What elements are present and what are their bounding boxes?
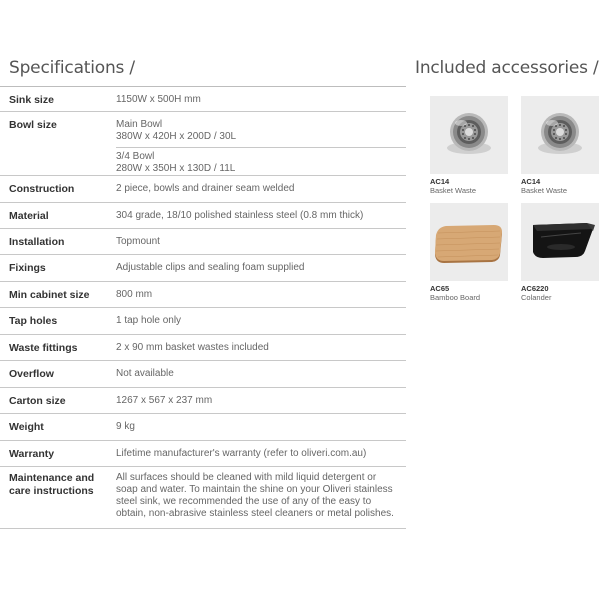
spec-row-sink-size xyxy=(0,87,406,112)
bowl-three-quarter-dims: 280W x 350H x 130D / 11L xyxy=(116,163,236,174)
bamboo-board-icon xyxy=(430,203,508,281)
spec-row-min-cabinet-size xyxy=(0,282,406,308)
spec-row-bowl-size xyxy=(0,112,406,176)
spec-row-material xyxy=(0,203,406,229)
spec-value: 2 x 90 mm basket wastes included xyxy=(116,342,269,353)
bowl-main-title: Main Bowl xyxy=(116,119,163,130)
spec-row-fixings xyxy=(0,255,406,282)
spec-label: Warranty xyxy=(9,448,55,460)
spec-row-maintenance xyxy=(0,467,406,529)
spec-label: Maintenance and care instructions xyxy=(9,472,95,497)
spec-value: Not available xyxy=(116,368,174,379)
spec-label: Overflow xyxy=(9,368,54,380)
spec-label: Waste fittings xyxy=(9,342,78,354)
spec-label: Fixings xyxy=(9,262,46,274)
spec-row-construction xyxy=(0,176,406,203)
spec-row-installation xyxy=(0,229,406,255)
accessory-item xyxy=(430,96,508,195)
spec-value: 1 tap hole only xyxy=(116,315,182,326)
accessory-name: Basket Waste xyxy=(521,186,567,195)
spec-label: Weight xyxy=(9,421,44,433)
spec-value: All surfaces should be cleaned with mild liquid detergent or soap and water. To maintain the shine on your Oliveri stainless steel sink, we recommended the use of any of the easy to obtain, non-abrasive stainless steel cleaners or metal polishes. xyxy=(116,472,394,519)
spec-value: Lifetime manufacturer's warranty (refer to oliveri.com.au) xyxy=(116,448,367,459)
accessory-code: AC14 xyxy=(430,177,450,186)
accessory-name: Colander xyxy=(521,293,552,302)
spec-label: Installation xyxy=(9,236,65,248)
specifications-heading: Specifications / xyxy=(9,58,135,78)
spec-label: Tap holes xyxy=(9,315,58,327)
bowl-main xyxy=(116,119,406,148)
spec-value: Topmount xyxy=(116,236,160,247)
accessory-code: AC14 xyxy=(521,177,541,186)
accessory-item xyxy=(430,203,508,302)
spec-label: Carton size xyxy=(9,395,66,407)
accessory-name: Basket Waste xyxy=(430,186,476,195)
spec-row-tap-holes xyxy=(0,308,406,335)
spec-value: 1150W x 500H mm xyxy=(116,94,201,105)
spec-row-overflow xyxy=(0,361,406,388)
spec-label: Sink size xyxy=(9,94,54,106)
spec-value: 304 grade, 18/10 polished stainless steel (0.8 mm thick) xyxy=(116,210,364,221)
specifications-table xyxy=(0,86,406,529)
accessory-code: AC65 xyxy=(430,284,450,293)
spec-label: Min cabinet size xyxy=(9,289,90,301)
accessory-item xyxy=(521,96,599,195)
spec-value: Adjustable clips and sealing foam supplied xyxy=(116,262,305,273)
bowl-three-quarter xyxy=(116,148,406,179)
spec-row-waste-fittings xyxy=(0,335,406,361)
spec-row-weight xyxy=(0,414,406,441)
spec-value: 2 piece, bowls and drainer seam welded xyxy=(116,183,295,194)
bowl-three-quarter-title: 3/4 Bowl xyxy=(116,151,155,162)
accessory-code: AC6220 xyxy=(521,284,549,293)
basket-waste-icon xyxy=(521,96,599,174)
spec-label: Construction xyxy=(9,183,75,195)
spec-label: Material xyxy=(9,210,49,222)
spec-label: Bowl size xyxy=(9,119,57,131)
spec-value: 1267 x 567 x 237 mm xyxy=(116,395,213,406)
accessories-heading: Included accessories / xyxy=(415,58,599,78)
colander-icon xyxy=(521,203,599,281)
accessory-name: Bamboo Board xyxy=(430,293,481,302)
spec-value xyxy=(116,116,406,175)
spec-value: 9 kg xyxy=(116,421,135,432)
accessory-item xyxy=(521,203,599,302)
spec-row-carton-size xyxy=(0,388,406,414)
spec-value: 800 mm xyxy=(116,289,153,300)
bowl-main-dims: 380W x 420H x 200D / 30L xyxy=(116,131,237,142)
basket-waste-icon xyxy=(430,96,508,174)
spec-row-warranty xyxy=(0,441,406,467)
